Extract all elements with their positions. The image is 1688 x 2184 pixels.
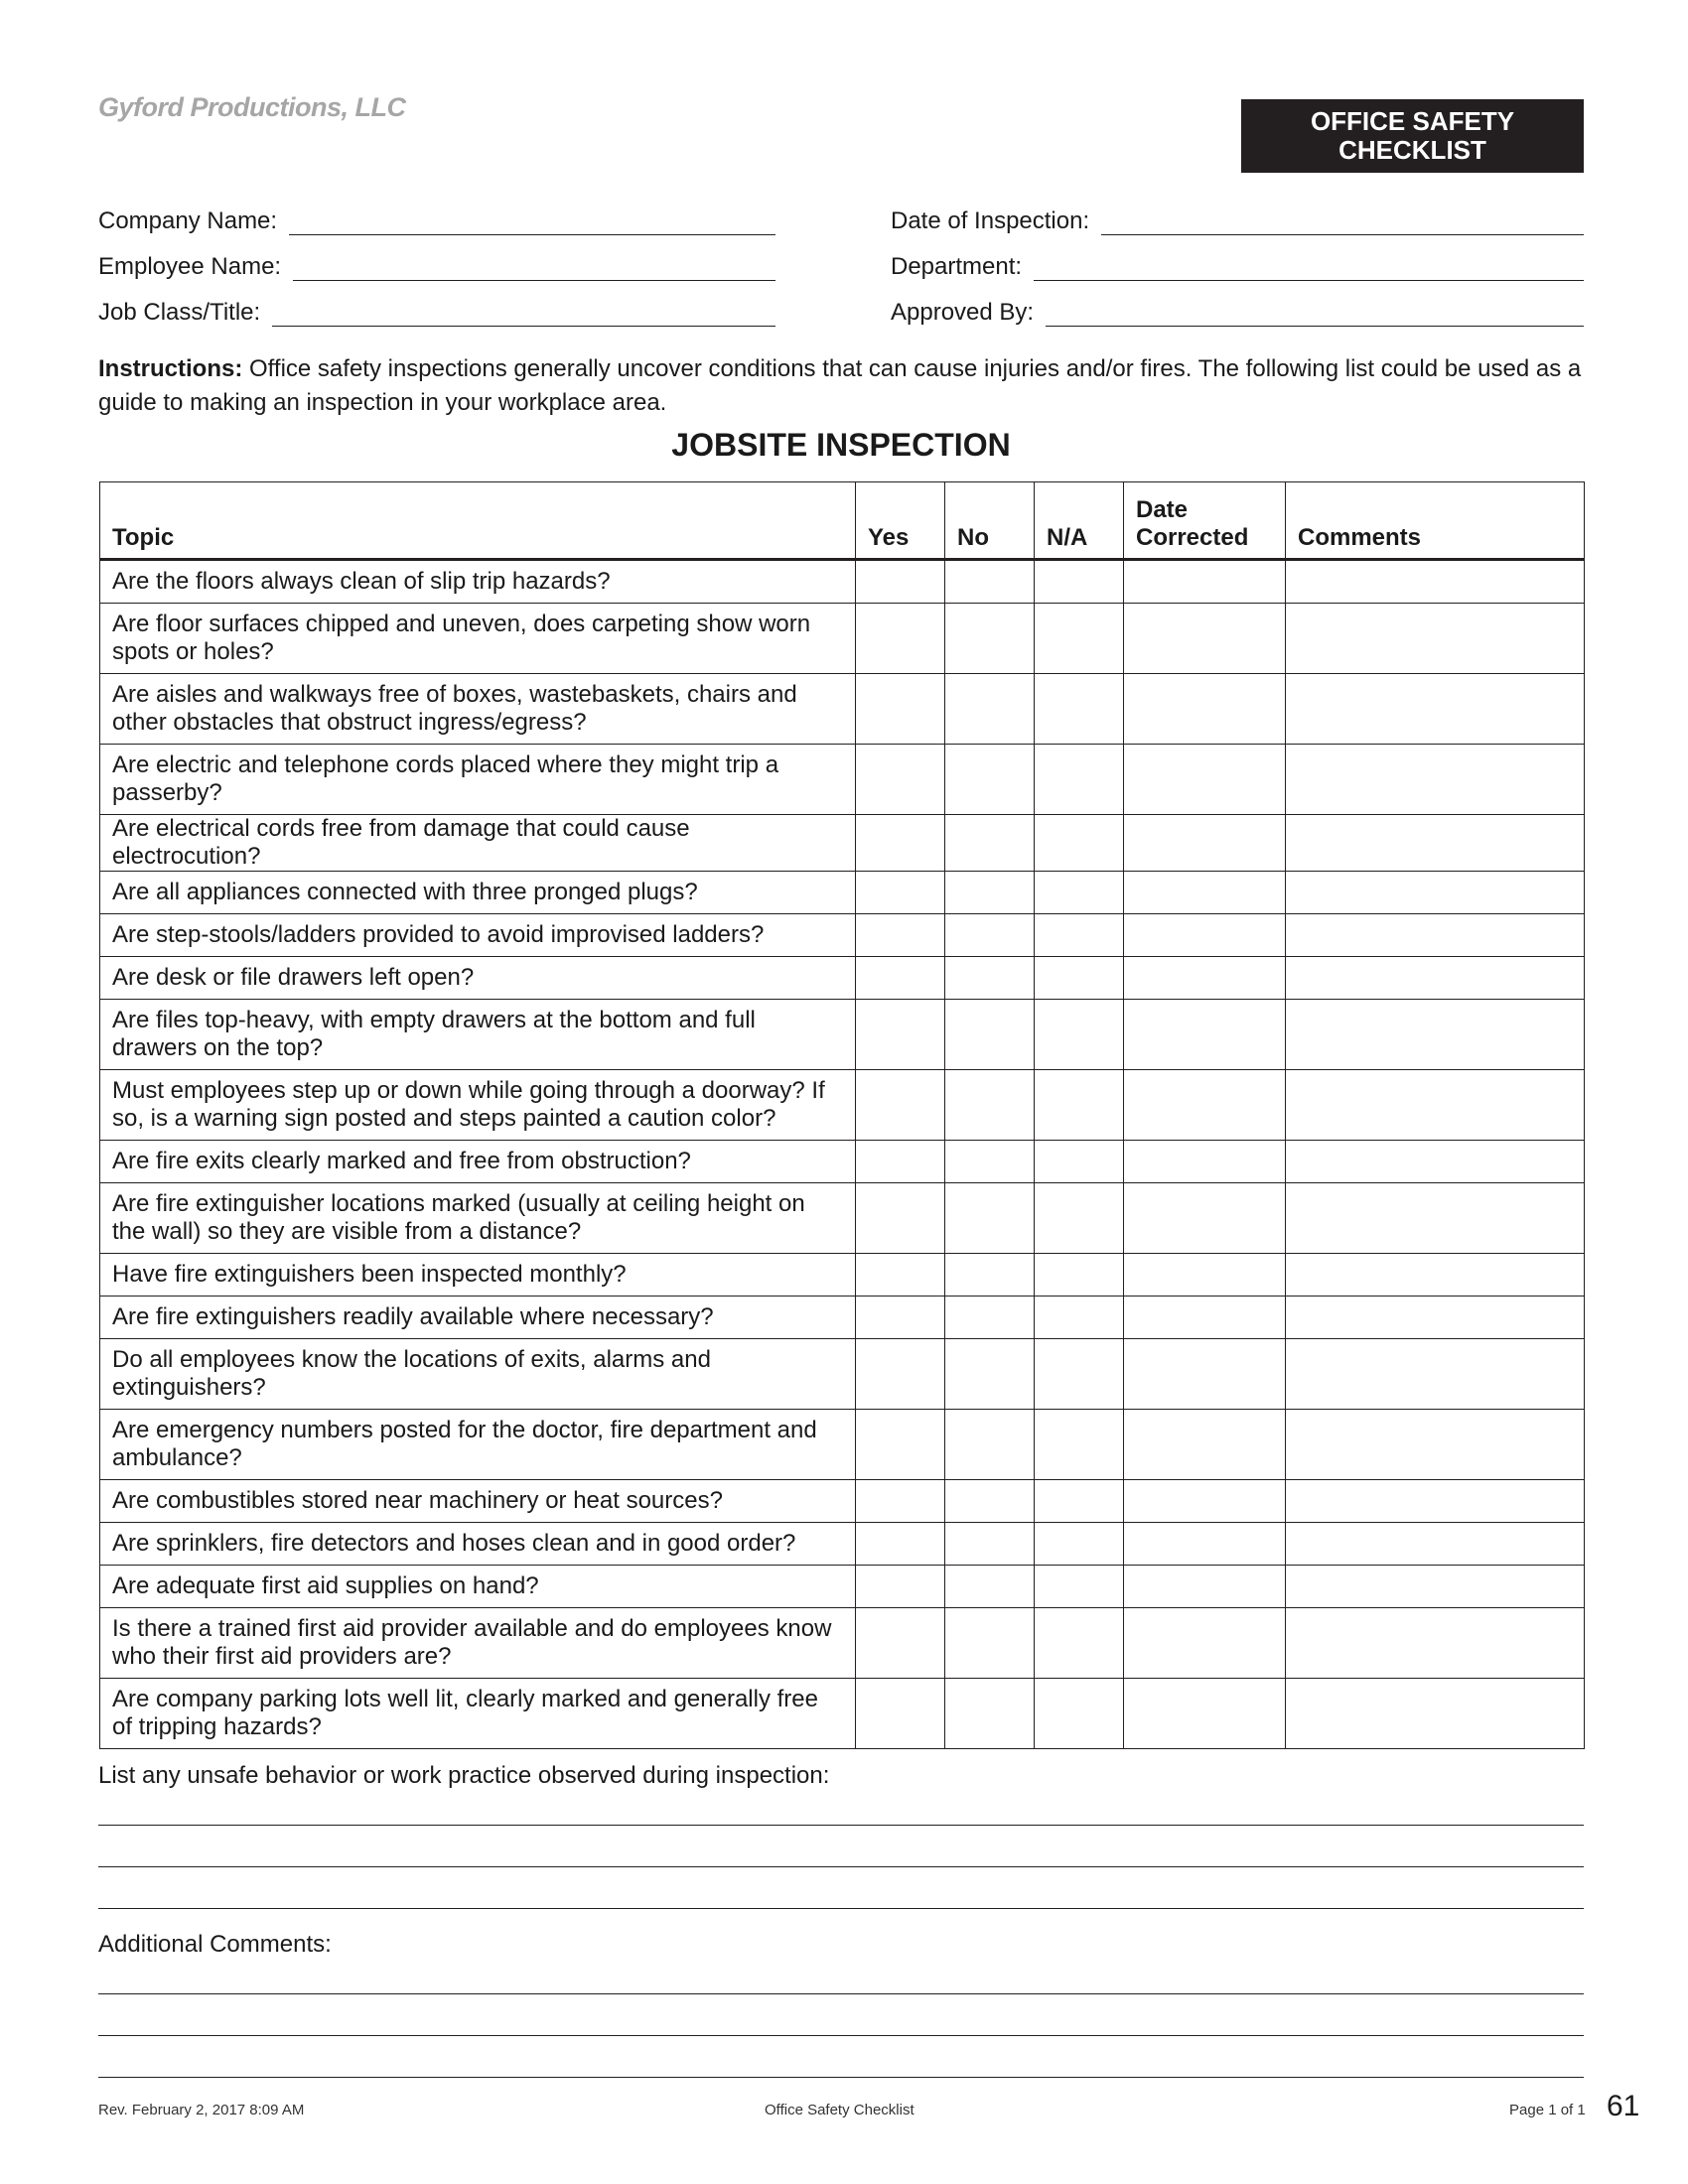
no-cell[interactable] (945, 1608, 1035, 1679)
department-line[interactable] (1034, 256, 1584, 281)
na-cell[interactable] (1035, 815, 1124, 872)
footer-doc-name: Office Safety Checklist (765, 2102, 914, 2118)
job-class-label: Job Class/Title: (98, 299, 261, 326)
no-cell[interactable] (945, 1141, 1035, 1183)
na-cell[interactable] (1035, 604, 1124, 674)
topic-cell: Are fire extinguisher locations marked (usually at ceiling height on the wall) so they are visible from a distance? (100, 1183, 856, 1254)
table-row (100, 1679, 1585, 1749)
yes-cell[interactable] (856, 1339, 945, 1410)
job-class-field[interactable] (98, 295, 775, 327)
comments-cell[interactable] (1286, 1070, 1585, 1141)
column-header-date-corrected (1124, 482, 1286, 560)
date-corrected-cell[interactable] (1124, 1523, 1286, 1566)
comments-cell[interactable] (1286, 1183, 1585, 1254)
job-class-line[interactable] (272, 302, 775, 327)
table-row (100, 745, 1585, 815)
no-cell[interactable] (945, 745, 1035, 815)
date-corrected-cell[interactable] (1124, 1566, 1286, 1608)
column-header-date-line-1: Date (1136, 496, 1189, 523)
comments-cell[interactable] (1286, 604, 1585, 674)
table-row (100, 815, 1585, 872)
date-corrected-cell[interactable] (1124, 745, 1286, 815)
comments-cell[interactable] (1286, 1523, 1585, 1566)
yes-cell[interactable] (856, 745, 945, 815)
yes-cell[interactable] (856, 957, 945, 1000)
table-row (100, 957, 1585, 1000)
comments-cell[interactable] (1286, 1410, 1585, 1480)
date-of-inspection-field[interactable] (891, 204, 1584, 235)
yes-cell[interactable] (856, 1254, 945, 1297)
comments-cell[interactable] (1286, 1480, 1585, 1523)
date-corrected-cell[interactable] (1124, 815, 1286, 872)
company-name-line[interactable] (289, 210, 775, 235)
yes-cell[interactable] (856, 1141, 945, 1183)
no-cell[interactable] (945, 1297, 1035, 1339)
date-corrected-cell[interactable] (1124, 957, 1286, 1000)
yes-cell[interactable] (856, 815, 945, 872)
no-cell[interactable] (945, 1070, 1035, 1141)
table-row (100, 560, 1585, 604)
no-cell[interactable] (945, 604, 1035, 674)
table-row (100, 1000, 1585, 1070)
company-name-field[interactable] (98, 204, 775, 235)
yes-cell[interactable] (856, 1608, 945, 1679)
table-row (100, 1608, 1585, 1679)
date-corrected-cell[interactable] (1124, 1070, 1286, 1141)
table-row (100, 914, 1585, 957)
table-row (100, 872, 1585, 914)
no-cell[interactable] (945, 1566, 1035, 1608)
date-corrected-cell[interactable] (1124, 1000, 1286, 1070)
date-corrected-cell[interactable] (1124, 1183, 1286, 1254)
no-cell[interactable] (945, 914, 1035, 957)
comments-cell[interactable] (1286, 957, 1585, 1000)
table-row (100, 1254, 1585, 1297)
na-cell[interactable] (1035, 745, 1124, 815)
yes-cell[interactable] (856, 1679, 945, 1749)
no-cell[interactable] (945, 957, 1035, 1000)
na-cell[interactable] (1035, 1410, 1124, 1480)
topic-cell: Are adequate first aid supplies on hand? (100, 1566, 856, 1608)
topic-cell: Are sprinklers, fire detectors and hoses clean and in good order? (100, 1523, 856, 1566)
yes-cell[interactable] (856, 1480, 945, 1523)
footer-page-of: Page 1 of 1 (1509, 2102, 1586, 2118)
date-corrected-cell[interactable] (1124, 604, 1286, 674)
table-row (100, 1297, 1585, 1339)
topic-cell: Are combustibles stored near machinery or heat sources? (100, 1480, 856, 1523)
yes-cell[interactable] (856, 1523, 945, 1566)
topic-cell: Are company parking lots well lit, clearly marked and generally free of tripping hazards? (100, 1679, 856, 1749)
no-cell[interactable] (945, 1410, 1035, 1480)
table-header-row (100, 482, 1585, 560)
yes-cell[interactable] (856, 914, 945, 957)
comments-cell[interactable] (1286, 1000, 1585, 1070)
yes-cell[interactable] (856, 1410, 945, 1480)
column-header-yes: Yes (856, 482, 945, 560)
na-cell[interactable] (1035, 1070, 1124, 1141)
topic-cell: Are desk or file drawers left open? (100, 957, 856, 1000)
yes-cell[interactable] (856, 1183, 945, 1254)
unsafe-behavior-line-1[interactable] (98, 1825, 1584, 1826)
date-corrected-cell[interactable] (1124, 1480, 1286, 1523)
na-cell[interactable] (1035, 1000, 1124, 1070)
table-row (100, 1566, 1585, 1608)
approved-by-line[interactable] (1046, 302, 1584, 327)
no-cell[interactable] (945, 674, 1035, 745)
document-title-line-1: OFFICE SAFETY (1310, 106, 1515, 136)
comments-cell[interactable] (1286, 872, 1585, 914)
column-header-date-line-2: Corrected (1136, 524, 1249, 551)
na-cell[interactable] (1035, 1566, 1124, 1608)
unsafe-behavior-label: List any unsafe behavior or work practice observed during inspection: (98, 1762, 830, 1789)
column-header-na: N/A (1035, 482, 1124, 560)
no-cell[interactable] (945, 872, 1035, 914)
comments-cell[interactable] (1286, 914, 1585, 957)
comments-cell[interactable] (1286, 1566, 1585, 1608)
table-row (100, 1141, 1585, 1183)
no-cell[interactable] (945, 1183, 1035, 1254)
na-cell[interactable] (1035, 914, 1124, 957)
yes-cell[interactable] (856, 1297, 945, 1339)
table-row (100, 1410, 1585, 1480)
topic-cell: Are files top-heavy, with empty drawers at the bottom and full drawers on the top? (100, 1000, 856, 1070)
no-cell[interactable] (945, 1000, 1035, 1070)
no-cell[interactable] (945, 1523, 1035, 1566)
no-cell[interactable] (945, 1254, 1035, 1297)
topic-cell: Are the floors always clean of slip trip hazards? (100, 560, 856, 604)
table-row (100, 1183, 1585, 1254)
document-title-line-2: CHECKLIST (1338, 135, 1486, 165)
topic-cell: Have fire extinguishers been inspected monthly? (100, 1254, 856, 1297)
na-cell[interactable] (1035, 1254, 1124, 1297)
comments-cell[interactable] (1286, 745, 1585, 815)
na-cell[interactable] (1035, 872, 1124, 914)
date-corrected-cell[interactable] (1124, 560, 1286, 604)
table-row (100, 1070, 1585, 1141)
additional-comments-line-3[interactable] (98, 2077, 1584, 2078)
table-row (100, 1523, 1585, 1566)
comments-cell[interactable] (1286, 560, 1585, 604)
comments-cell[interactable] (1286, 674, 1585, 745)
additional-comments-label: Additional Comments: (98, 1931, 332, 1958)
section-title: JOBSITE INSPECTION (671, 427, 1011, 463)
approved-by-label: Approved By: (891, 299, 1035, 326)
table-row (100, 1480, 1585, 1523)
na-cell[interactable] (1035, 1480, 1124, 1523)
topic-cell: Are aisles and walkways free of boxes, wastebaskets, chairs and other obstacles that obstruct ingress/egress? (100, 674, 856, 745)
na-cell[interactable] (1035, 957, 1124, 1000)
approved-by-field[interactable] (891, 295, 1584, 327)
unsafe-behavior-line-3[interactable] (98, 1908, 1584, 1909)
table-row (100, 604, 1585, 674)
document-title-box (1241, 99, 1584, 173)
date-corrected-cell[interactable] (1124, 914, 1286, 957)
comments-cell[interactable] (1286, 1339, 1585, 1410)
comments-cell[interactable] (1286, 1297, 1585, 1339)
na-cell[interactable] (1035, 1141, 1124, 1183)
column-header-comments: Comments (1286, 482, 1585, 560)
department-label: Department: (891, 253, 1023, 280)
topic-cell: Are emergency numbers posted for the doctor, fire department and ambulance? (100, 1410, 856, 1480)
comments-cell[interactable] (1286, 1141, 1585, 1183)
no-cell[interactable] (945, 560, 1035, 604)
date-corrected-cell[interactable] (1124, 1297, 1286, 1339)
unsafe-behavior-line-2[interactable] (98, 1866, 1584, 1867)
date-corrected-cell[interactable] (1124, 1679, 1286, 1749)
na-cell[interactable] (1035, 1339, 1124, 1410)
date-corrected-cell[interactable] (1124, 1254, 1286, 1297)
na-cell[interactable] (1035, 1523, 1124, 1566)
table-row (100, 674, 1585, 745)
inspection-table (99, 481, 1585, 1749)
no-cell[interactable] (945, 1480, 1035, 1523)
yes-cell[interactable] (856, 872, 945, 914)
employee-name-label: Employee Name: (98, 253, 282, 280)
topic-cell: Must employees step up or down while going through a doorway? If so, is a warning sign posted and steps painted a caution color? (100, 1070, 856, 1141)
na-cell[interactable] (1035, 560, 1124, 604)
topic-cell: Are all appliances connected with three pronged plugs? (100, 872, 856, 914)
date-corrected-cell[interactable] (1124, 1141, 1286, 1183)
company-name-heading: Gyford Productions, LLC (98, 92, 406, 122)
yes-cell[interactable] (856, 674, 945, 745)
instructions-label: Instructions: (98, 355, 243, 382)
topic-cell: Are fire exits clearly marked and free from obstruction? (100, 1141, 856, 1183)
employee-name-line[interactable] (293, 256, 775, 281)
additional-comments-line-1[interactable] (98, 1993, 1584, 1994)
no-cell[interactable] (945, 815, 1035, 872)
date-corrected-cell[interactable] (1124, 674, 1286, 745)
footer-revision: Rev. February 2, 2017 8:09 AM (98, 2102, 305, 2118)
instructions-paragraph (98, 352, 1588, 420)
additional-comments-line-2[interactable] (98, 2035, 1584, 2036)
yes-cell[interactable] (856, 1070, 945, 1141)
na-cell[interactable] (1035, 1608, 1124, 1679)
company-name-label: Company Name: (98, 207, 278, 234)
topic-cell: Is there a trained first aid provider available and do employees know who their first aid providers are? (100, 1608, 856, 1679)
comments-cell[interactable] (1286, 1608, 1585, 1679)
date-corrected-cell[interactable] (1124, 1608, 1286, 1679)
employee-name-field[interactable] (98, 249, 775, 281)
comments-cell[interactable] (1286, 815, 1585, 872)
yes-cell[interactable] (856, 1566, 945, 1608)
date-of-inspection-line[interactable] (1101, 210, 1584, 235)
table-row (100, 1339, 1585, 1410)
comments-cell[interactable] (1286, 1679, 1585, 1749)
column-header-topic: Topic (100, 482, 856, 560)
date-corrected-cell[interactable] (1124, 1410, 1286, 1480)
yes-cell[interactable] (856, 560, 945, 604)
topic-cell: Are floor surfaces chipped and uneven, does carpeting show worn spots or holes? (100, 604, 856, 674)
page-number: 61 (1607, 2090, 1640, 2122)
department-field[interactable] (891, 249, 1584, 281)
na-cell[interactable] (1035, 1297, 1124, 1339)
yes-cell[interactable] (856, 604, 945, 674)
na-cell[interactable] (1035, 674, 1124, 745)
topic-cell: Do all employees know the locations of exits, alarms and extinguishers? (100, 1339, 856, 1410)
instructions-text: Office safety inspections generally uncover conditions that can cause injuries and/or fires. The following list could be used as a guide to making an inspection in your workplace area. (98, 355, 1582, 416)
column-header-no: No (945, 482, 1035, 560)
topic-cell: Are electric and telephone cords placed where they might trip a passerby? (100, 745, 856, 815)
na-cell[interactable] (1035, 1679, 1124, 1749)
date-corrected-cell[interactable] (1124, 872, 1286, 914)
date-of-inspection-label: Date of Inspection: (891, 207, 1090, 234)
no-cell[interactable] (945, 1679, 1035, 1749)
no-cell[interactable] (945, 1339, 1035, 1410)
topic-cell: Are fire extinguishers readily available where necessary? (100, 1297, 856, 1339)
date-corrected-cell[interactable] (1124, 1339, 1286, 1410)
topic-cell: Are electrical cords free from damage that could cause electrocution? (100, 815, 856, 872)
na-cell[interactable] (1035, 1183, 1124, 1254)
yes-cell[interactable] (856, 1000, 945, 1070)
comments-cell[interactable] (1286, 1254, 1585, 1297)
topic-cell: Are step-stools/ladders provided to avoid improvised ladders? (100, 914, 856, 957)
